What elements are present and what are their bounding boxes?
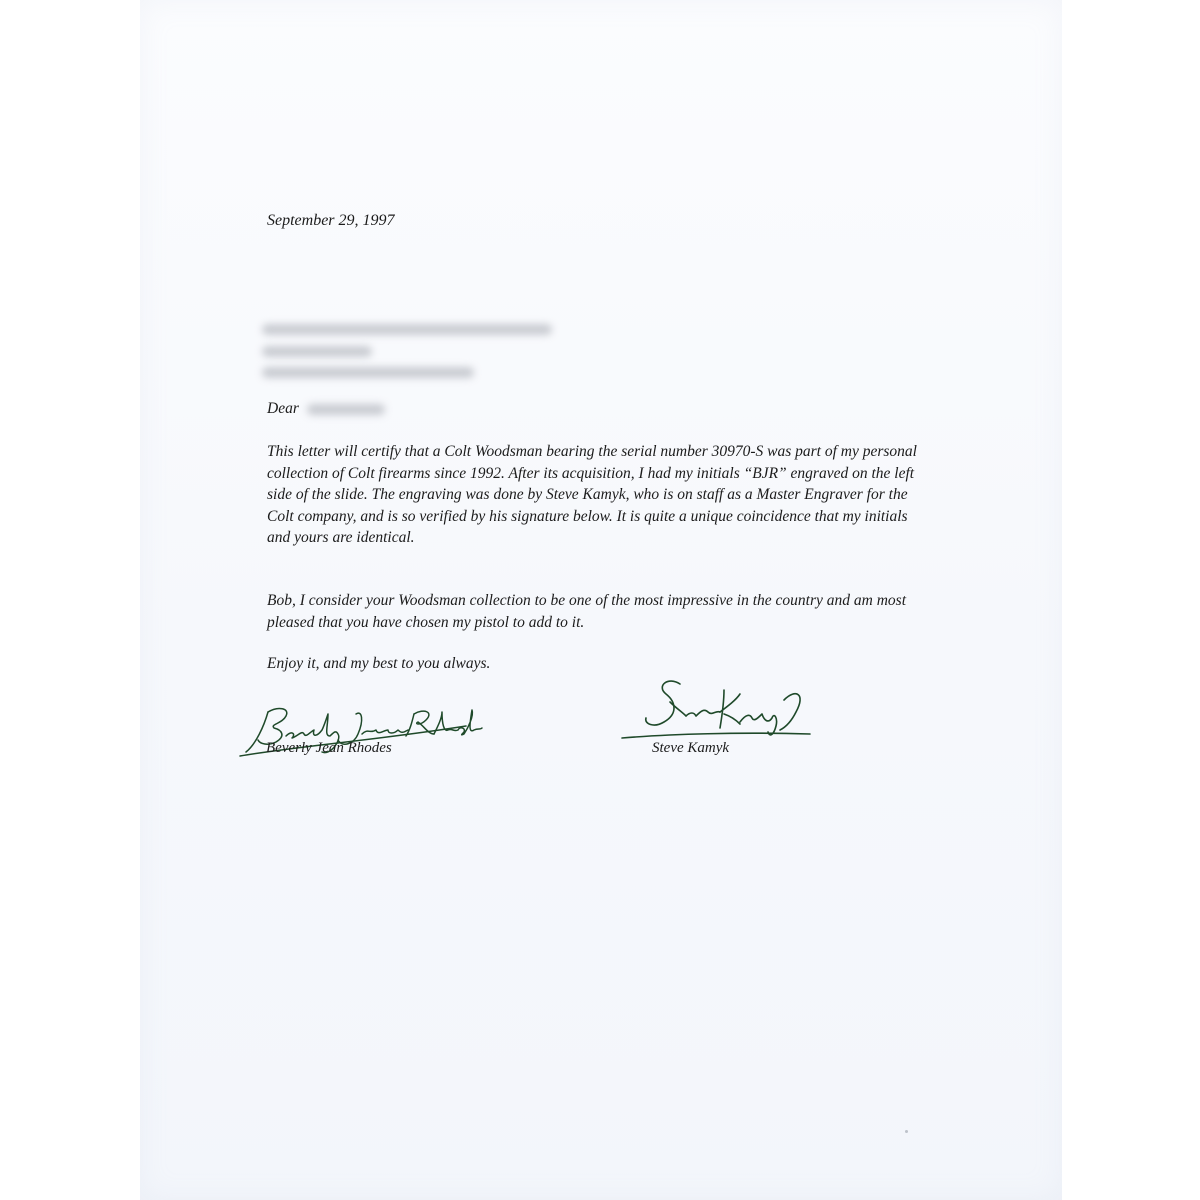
salutation: Dear [267, 400, 299, 417]
redacted-line [262, 346, 372, 357]
paper-speck [905, 1130, 908, 1133]
signatory-name: Beverly Jean Rhodes [266, 740, 392, 756]
letter-paragraph: Enjoy it, and my best to you always. [267, 655, 491, 672]
letter-paragraph: Bob, I consider your Woodsman collection to be one of the most impressive in the country and am most pleased that you have chosen my pistol to add to it. [267, 592, 906, 631]
redacted-line [262, 367, 474, 378]
letter-date: September 29, 1997 [267, 212, 395, 229]
signatory-name: Steve Kamyk [652, 740, 730, 756]
redacted-line [262, 324, 552, 335]
redacted-recipient-name [307, 404, 385, 415]
letter-paragraph: This letter will certify that a Colt Woodsman bearing the serial number 30970-S was part of my personal collection of Colt firearms since 1992. After its acquisition, I had my initials “BJR” engraved on the left side of the slide. The engraving was done by Steve Kamyk, who is on staff as a Master Engraver for the Colt company, and is so verified by his signature below. It is quite a unique coincidence that my initials and yours are identical. [267, 443, 917, 546]
